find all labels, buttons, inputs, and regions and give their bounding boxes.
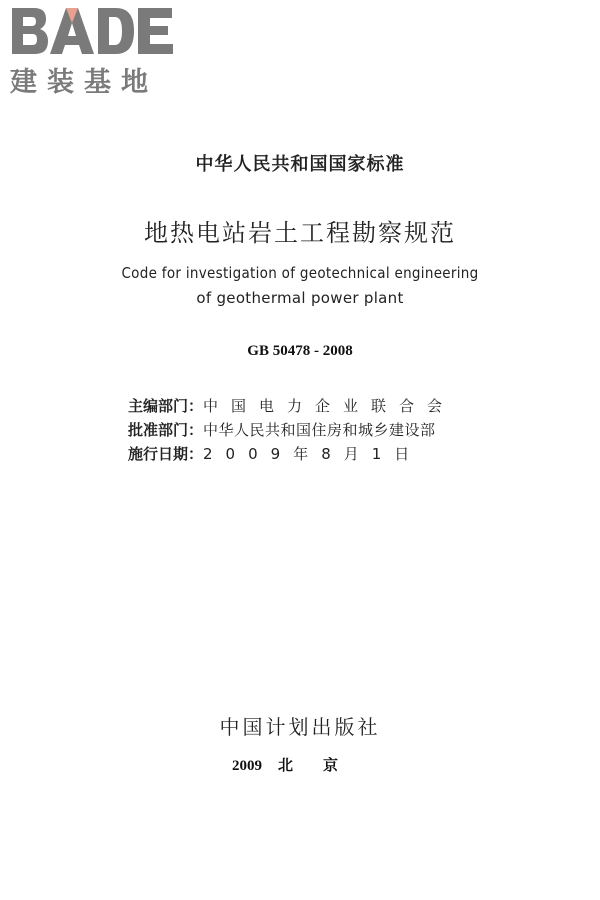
chief-dept-value: 中国电力企业联合会 (203, 397, 456, 415)
title-chinese: 地热电站岩土工程勘察规范 (144, 219, 456, 247)
standard-code: GB 50478 - 2008 (247, 343, 353, 359)
approve-dept-label: 批准部门： (128, 421, 204, 439)
logo (8, 4, 178, 98)
standard-org-line: 中华人民共和国国家标准 (195, 154, 405, 175)
logo-chinese-text: 建装基地 (10, 67, 158, 98)
info-block (128, 394, 488, 466)
effective-date-value: 2009年8月1日 (203, 445, 423, 463)
publish-year: 2009 (231, 758, 262, 774)
publish-city: 北京 (277, 756, 368, 774)
approve-dept-value: 中华人民共和国住房和城乡建设部 (203, 421, 436, 439)
bade-logo-mark (8, 4, 178, 60)
effective-date-row (128, 442, 488, 466)
publisher-name: 中国计划出版社 (219, 715, 381, 739)
effective-date-label: 施行日期： (128, 445, 204, 463)
chief-dept-row (128, 394, 488, 418)
title-english-line2: of geothermal power plant (196, 289, 404, 307)
approve-dept-row (128, 418, 488, 442)
publisher-place (0, 754, 600, 775)
title-english-line1: Code for investigation of geotechnical engineering (121, 264, 479, 282)
chief-dept-label: 主编部门： (128, 397, 204, 415)
